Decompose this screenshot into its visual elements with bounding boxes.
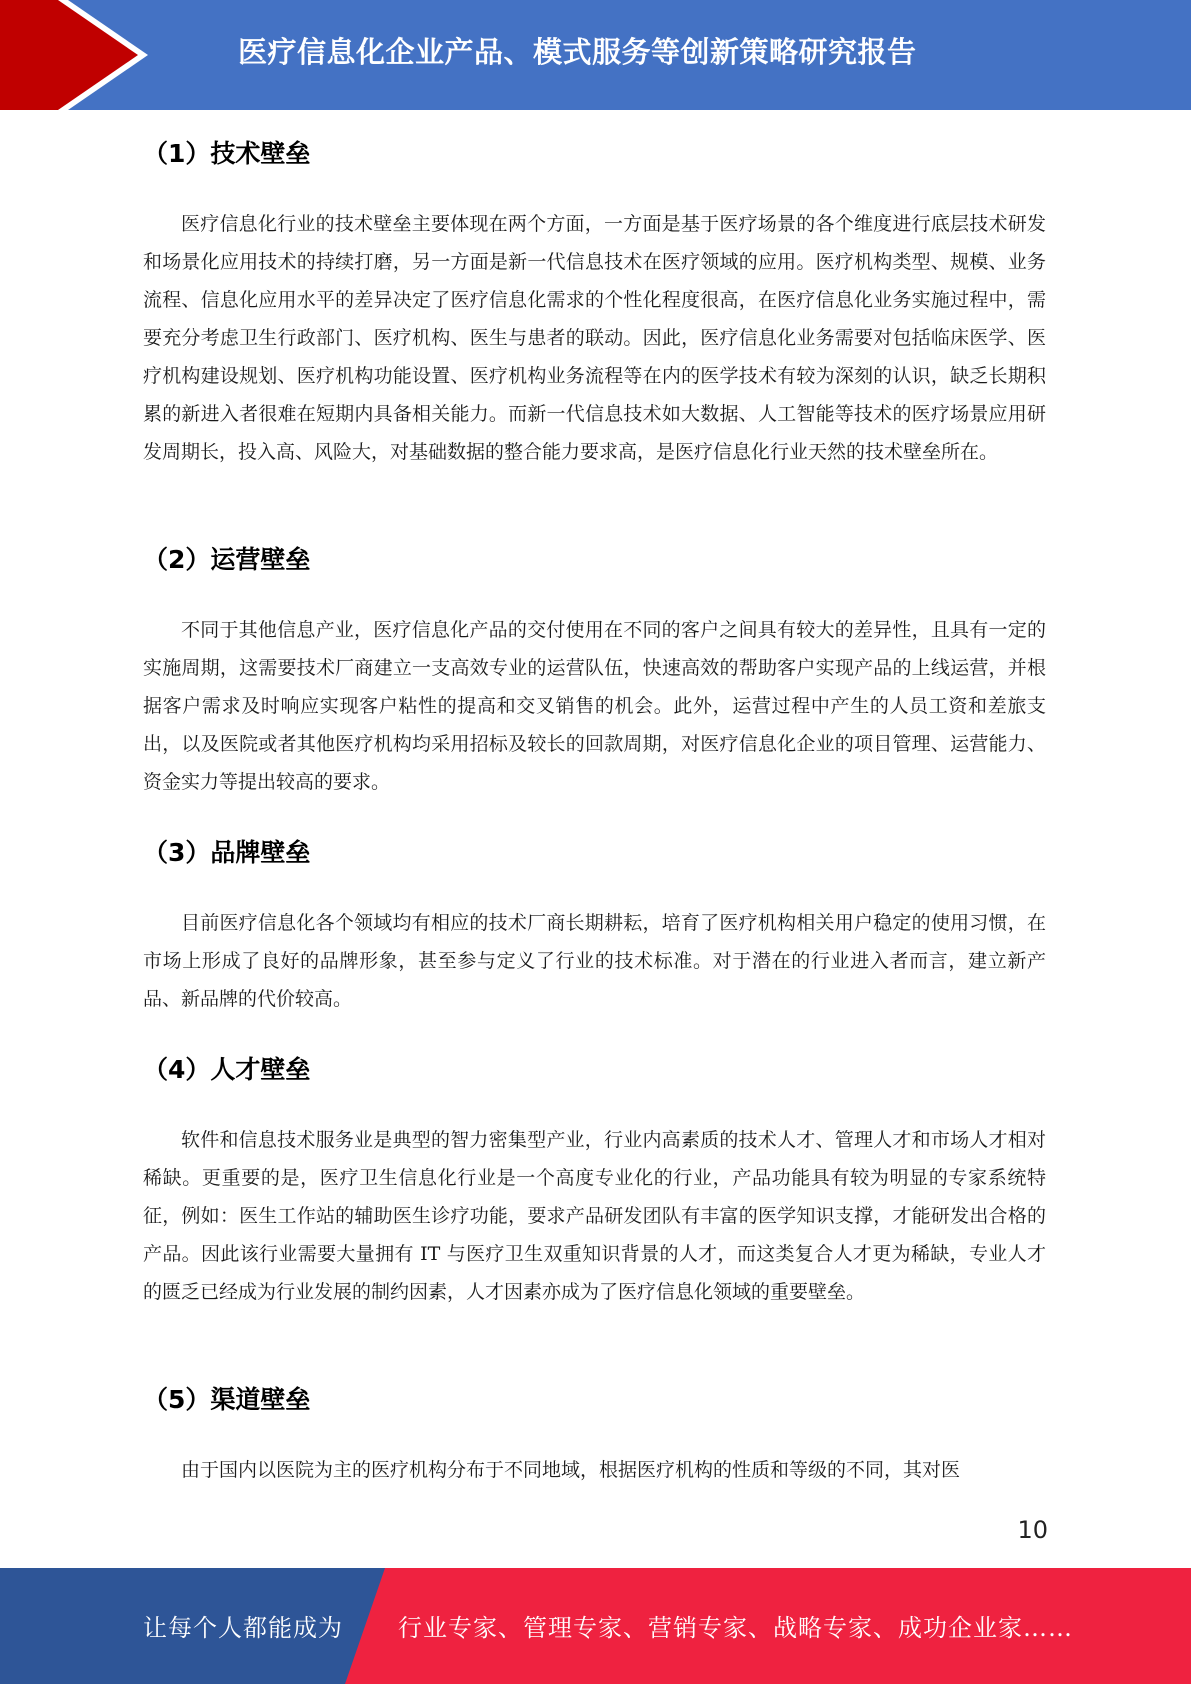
- paragraph-talent-barrier: 软件和信息技术服务业是典型的智力密集型产业，行业内高素质的技术人才、管理人才和市场人才相对稀缺。更重要的是，医疗卫生信息化行业是一个高度专业化的行业，产品功能具有较为明显的专家系统特征，例如：医生工作站的辅助医生诊疗功能，要求产品研发团队有丰富的医学知识支撑，才能研发出合格的产品。因此该行业需要大量拥有 IT 与医疗卫生双重知识背景的人才，而这类复合人才更为稀缺，专业人才的匮乏已经成为行业发展的制约因素，人才因素亦成为了医疗信息化领域的重要壁垒。: [143, 1129, 1046, 1303]
- footer-slogan-left: 让每个人都能成为: [143, 1614, 343, 1642]
- section-title-technology-barrier: （1）技术壁垒: [143, 139, 311, 168]
- footer-slogan-right: 行业专家、管理专家、营销专家、战略专家、成功企业家……: [398, 1614, 1073, 1642]
- paragraph-brand-barrier: 目前医疗信息化各个领域均有相应的技术厂商长期耕耘，培育了医疗机构相关用户稳定的使用习惯，在市场上形成了良好的品牌形象，甚至参与定义了行业的技术标准。对于潜在的行业进入者而言，建立新产品、新品牌的代价较高。: [143, 912, 1046, 1010]
- paragraph-technology-barrier: 医疗信息化行业的技术壁垒主要体现在两个方面，一方面是基于医疗场景的各个维度进行底层技术研发和场景化应用技术的持续打磨，另一方面是新一代信息技术在医疗领域的应用。医疗机构类型、规模、业务流程、信息化应用水平的差异决定了医疗信息化需求的个性化程度很高，在医疗信息化业务实施过程中，需要充分考虑卫生行政部门、医疗机构、医生与患者的联动。因此，医疗信息化业务需要对包括临床医学、医疗机构建设规划、医疗机构功能设置、医疗机构业务流程等在内的医学技术有较为深刻的认识，缺乏长期积累的新进入者很难在短期内具备相关能力。而新一代信息技术如大数据、人工智能等技术的医疗场景应用研发周期长，投入高、风险大，对基础数据的整合能力要求高，是医疗信息化行业天然的技术壁垒所在。: [143, 213, 1046, 463]
- section-title-operation-barrier: （2）运营壁垒: [143, 545, 311, 574]
- report-title: 医疗信息化企业产品、模式服务等创新策略研究报告: [238, 35, 917, 69]
- page-number: 10: [1017, 1516, 1048, 1544]
- paragraph-operation-barrier: 不同于其他信息产业，医疗信息化产品的交付使用在不同的客户之间具有较大的差异性，且具有一定的实施周期，这需要技术厂商建立一支高效专业的运营队伍，快速高效的帮助客户实现产品的上线运营，并根据客户需求及时响应实现客户粘性的提高和交叉销售的机会。此外，运营过程中产生的人员工资和差旅支出，以及医院或者其他医疗机构均采用招标及较长的回款周期，对医疗信息化企业的项目管理、运营能力、资金实力等提出较高的要求。: [143, 619, 1046, 793]
- page-header: [0, 0, 1191, 110]
- section-title-talent-barrier: （4）人才壁垒: [143, 1055, 311, 1084]
- paragraph-channel-barrier: 由于国内以医院为主的医疗机构分布于不同地域，根据医疗机构的性质和等级的不同，其对医: [181, 1459, 961, 1481]
- section-title-brand-barrier: （3）品牌壁垒: [143, 838, 311, 867]
- section-title-channel-barrier: （5）渠道壁垒: [143, 1385, 311, 1414]
- page-footer: [0, 1568, 1191, 1684]
